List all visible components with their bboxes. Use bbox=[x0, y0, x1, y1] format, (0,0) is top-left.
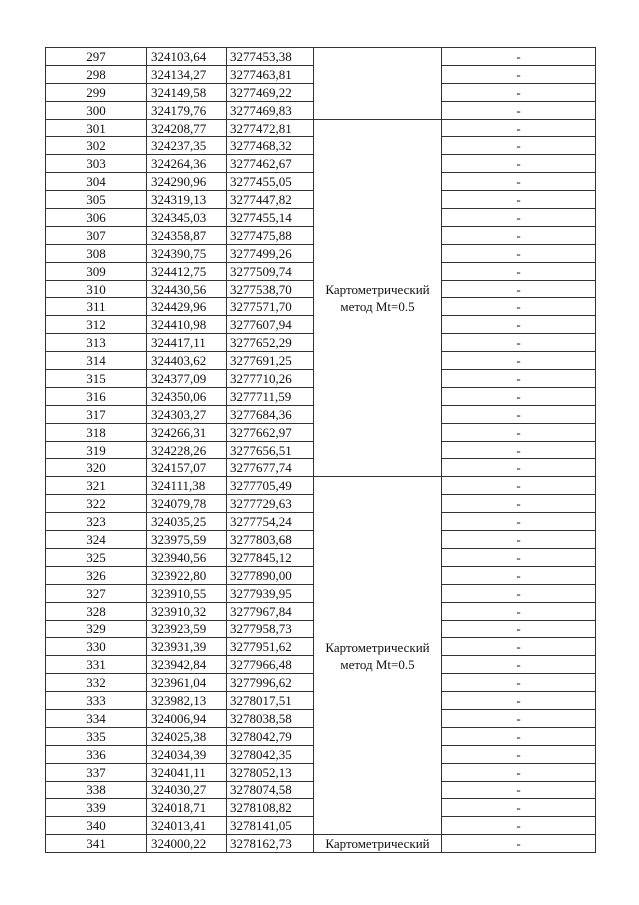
y-coordinate-cell: 3277966,48 bbox=[227, 656, 314, 674]
note-cell: - bbox=[442, 531, 596, 549]
y-coordinate-cell: 3277967,84 bbox=[227, 602, 314, 620]
x-coordinate-cell: 324412,75 bbox=[147, 262, 227, 280]
point-number-cell: 324 bbox=[46, 531, 147, 549]
point-number-cell: 337 bbox=[46, 763, 147, 781]
point-number-cell: 314 bbox=[46, 352, 147, 370]
note-cell: - bbox=[442, 692, 596, 710]
point-number-cell: 338 bbox=[46, 781, 147, 799]
y-coordinate-cell: 3278042,79 bbox=[227, 727, 314, 745]
x-coordinate-cell: 324018,71 bbox=[147, 799, 227, 817]
x-coordinate-cell: 324208,77 bbox=[147, 119, 227, 137]
note-cell: - bbox=[442, 352, 596, 370]
point-number-cell: 298 bbox=[46, 65, 147, 83]
y-coordinate-cell: 3277729,63 bbox=[227, 495, 314, 513]
y-coordinate-cell: 3277571,70 bbox=[227, 298, 314, 316]
note-cell: - bbox=[442, 548, 596, 566]
point-number-cell: 307 bbox=[46, 226, 147, 244]
point-number-cell: 299 bbox=[46, 83, 147, 101]
y-coordinate-cell: 3278038,58 bbox=[227, 709, 314, 727]
x-coordinate-cell: 323940,56 bbox=[147, 548, 227, 566]
point-number-cell: 310 bbox=[46, 280, 147, 298]
point-number-cell: 336 bbox=[46, 745, 147, 763]
note-cell: - bbox=[442, 387, 596, 405]
note-cell: - bbox=[442, 656, 596, 674]
x-coordinate-cell: 324290,96 bbox=[147, 173, 227, 191]
y-coordinate-cell: 3277462,67 bbox=[227, 155, 314, 173]
note-cell: - bbox=[442, 226, 596, 244]
point-number-cell: 332 bbox=[46, 674, 147, 692]
x-coordinate-cell: 324237,35 bbox=[147, 137, 227, 155]
note-cell: - bbox=[442, 495, 596, 513]
note-cell: - bbox=[442, 638, 596, 656]
point-number-cell: 334 bbox=[46, 709, 147, 727]
x-coordinate-cell: 324350,06 bbox=[147, 387, 227, 405]
point-number-cell: 309 bbox=[46, 262, 147, 280]
y-coordinate-cell: 3277691,25 bbox=[227, 352, 314, 370]
x-coordinate-cell: 324041,11 bbox=[147, 763, 227, 781]
x-coordinate-cell: 324358,87 bbox=[147, 226, 227, 244]
note-cell: - bbox=[442, 173, 596, 191]
x-coordinate-cell: 324410,98 bbox=[147, 316, 227, 334]
x-coordinate-cell: 324417,11 bbox=[147, 334, 227, 352]
note-cell: - bbox=[442, 83, 596, 101]
point-number-cell: 320 bbox=[46, 459, 147, 477]
y-coordinate-cell: 3277509,74 bbox=[227, 262, 314, 280]
point-number-cell: 300 bbox=[46, 101, 147, 119]
point-number-cell: 297 bbox=[46, 48, 147, 66]
note-cell: - bbox=[442, 441, 596, 459]
x-coordinate-cell: 324000,22 bbox=[147, 835, 227, 853]
note-cell: - bbox=[442, 602, 596, 620]
point-number-cell: 322 bbox=[46, 495, 147, 513]
point-number-cell: 318 bbox=[46, 423, 147, 441]
x-coordinate-cell: 324303,27 bbox=[147, 405, 227, 423]
note-cell: - bbox=[442, 835, 596, 853]
y-coordinate-cell: 3277472,81 bbox=[227, 119, 314, 137]
note-cell: - bbox=[442, 459, 596, 477]
y-coordinate-cell: 3277469,83 bbox=[227, 101, 314, 119]
note-cell: - bbox=[442, 334, 596, 352]
point-number-cell: 308 bbox=[46, 244, 147, 262]
note-cell: - bbox=[442, 262, 596, 280]
note-cell: - bbox=[442, 65, 596, 83]
point-number-cell: 312 bbox=[46, 316, 147, 334]
point-number-cell: 305 bbox=[46, 191, 147, 209]
x-coordinate-cell: 324134,27 bbox=[147, 65, 227, 83]
x-coordinate-cell: 323982,13 bbox=[147, 692, 227, 710]
method-cell bbox=[314, 48, 442, 120]
point-number-cell: 328 bbox=[46, 602, 147, 620]
note-cell: - bbox=[442, 280, 596, 298]
x-coordinate-cell: 324319,13 bbox=[147, 191, 227, 209]
point-number-cell: 304 bbox=[46, 173, 147, 191]
point-number-cell: 326 bbox=[46, 566, 147, 584]
coordinates-table-body bbox=[46, 48, 596, 853]
table-row bbox=[46, 835, 596, 853]
note-cell: - bbox=[442, 423, 596, 441]
point-number-cell: 335 bbox=[46, 727, 147, 745]
y-coordinate-cell: 3277890,00 bbox=[227, 566, 314, 584]
note-cell: - bbox=[442, 513, 596, 531]
note-cell: - bbox=[442, 370, 596, 388]
x-coordinate-cell: 323910,32 bbox=[147, 602, 227, 620]
x-coordinate-cell: 324390,75 bbox=[147, 244, 227, 262]
x-coordinate-cell: 324025,38 bbox=[147, 727, 227, 745]
point-number-cell: 301 bbox=[46, 119, 147, 137]
point-number-cell: 321 bbox=[46, 477, 147, 495]
method-line-1: Картометрический bbox=[325, 281, 430, 297]
note-cell: - bbox=[442, 674, 596, 692]
x-coordinate-cell: 324377,09 bbox=[147, 370, 227, 388]
x-coordinate-cell: 323942,84 bbox=[147, 656, 227, 674]
point-number-cell: 315 bbox=[46, 370, 147, 388]
x-coordinate-cell: 324034,39 bbox=[147, 745, 227, 763]
point-number-cell: 306 bbox=[46, 209, 147, 227]
note-cell: - bbox=[442, 48, 596, 66]
table-row bbox=[46, 119, 596, 137]
y-coordinate-cell: 3277677,74 bbox=[227, 459, 314, 477]
point-number-cell: 340 bbox=[46, 817, 147, 835]
y-coordinate-cell: 3277455,14 bbox=[227, 209, 314, 227]
point-number-cell: 331 bbox=[46, 656, 147, 674]
note-cell: - bbox=[442, 244, 596, 262]
point-number-cell: 323 bbox=[46, 513, 147, 531]
y-coordinate-cell: 3277803,68 bbox=[227, 531, 314, 549]
x-coordinate-cell: 323931,39 bbox=[147, 638, 227, 656]
x-coordinate-cell: 324149,58 bbox=[147, 83, 227, 101]
point-number-cell: 317 bbox=[46, 405, 147, 423]
point-number-cell: 311 bbox=[46, 298, 147, 316]
note-cell: - bbox=[442, 727, 596, 745]
point-number-cell: 341 bbox=[46, 835, 147, 853]
y-coordinate-cell: 3277845,12 bbox=[227, 548, 314, 566]
note-cell: - bbox=[442, 584, 596, 602]
point-number-cell: 325 bbox=[46, 548, 147, 566]
x-coordinate-cell: 324035,25 bbox=[147, 513, 227, 531]
y-coordinate-cell: 3277455,05 bbox=[227, 173, 314, 191]
x-coordinate-cell: 324013,41 bbox=[147, 817, 227, 835]
note-cell: - bbox=[442, 405, 596, 423]
note-cell: - bbox=[442, 620, 596, 638]
x-coordinate-cell: 324228,26 bbox=[147, 441, 227, 459]
note-cell: - bbox=[442, 209, 596, 227]
y-coordinate-cell: 3277453,38 bbox=[227, 48, 314, 66]
note-cell: - bbox=[442, 781, 596, 799]
x-coordinate-cell: 324030,27 bbox=[147, 781, 227, 799]
x-coordinate-cell: 324179,76 bbox=[147, 101, 227, 119]
y-coordinate-cell: 3277468,32 bbox=[227, 137, 314, 155]
x-coordinate-cell: 324429,96 bbox=[147, 298, 227, 316]
method-cell bbox=[314, 119, 442, 477]
x-coordinate-cell: 324157,07 bbox=[147, 459, 227, 477]
note-cell: - bbox=[442, 745, 596, 763]
note-cell: - bbox=[442, 155, 596, 173]
note-cell: - bbox=[442, 477, 596, 495]
x-coordinate-cell: 324006,94 bbox=[147, 709, 227, 727]
point-number-cell: 303 bbox=[46, 155, 147, 173]
y-coordinate-cell: 3277499,26 bbox=[227, 244, 314, 262]
table-row bbox=[46, 48, 596, 66]
point-number-cell: 333 bbox=[46, 692, 147, 710]
x-coordinate-cell: 323910,55 bbox=[147, 584, 227, 602]
x-coordinate-cell: 324266,31 bbox=[147, 423, 227, 441]
note-cell: - bbox=[442, 316, 596, 334]
note-cell: - bbox=[442, 817, 596, 835]
x-coordinate-cell: 324430,56 bbox=[147, 280, 227, 298]
y-coordinate-cell: 3277705,49 bbox=[227, 477, 314, 495]
x-coordinate-cell: 324103,64 bbox=[147, 48, 227, 66]
point-number-cell: 316 bbox=[46, 387, 147, 405]
y-coordinate-cell: 3277996,62 bbox=[227, 674, 314, 692]
note-cell: - bbox=[442, 709, 596, 727]
y-coordinate-cell: 3277958,73 bbox=[227, 620, 314, 638]
point-number-cell: 330 bbox=[46, 638, 147, 656]
x-coordinate-cell: 323975,59 bbox=[147, 531, 227, 549]
point-number-cell: 327 bbox=[46, 584, 147, 602]
x-coordinate-cell: 323923,59 bbox=[147, 620, 227, 638]
y-coordinate-cell: 3277662,97 bbox=[227, 423, 314, 441]
y-coordinate-cell: 3277463,81 bbox=[227, 65, 314, 83]
note-cell: - bbox=[442, 119, 596, 137]
method-line-1: Картометрический bbox=[325, 639, 430, 655]
y-coordinate-cell: 3277475,88 bbox=[227, 226, 314, 244]
point-number-cell: 329 bbox=[46, 620, 147, 638]
y-coordinate-cell: 3277939,95 bbox=[227, 584, 314, 602]
y-coordinate-cell: 3277607,94 bbox=[227, 316, 314, 334]
x-coordinate-cell: 324264,36 bbox=[147, 155, 227, 173]
x-coordinate-cell: 323961,04 bbox=[147, 674, 227, 692]
y-coordinate-cell: 3278141,05 bbox=[227, 817, 314, 835]
y-coordinate-cell: 3278052,13 bbox=[227, 763, 314, 781]
y-coordinate-cell: 3278074,58 bbox=[227, 781, 314, 799]
y-coordinate-cell: 3278162,73 bbox=[227, 835, 314, 853]
x-coordinate-cell: 324403,62 bbox=[147, 352, 227, 370]
y-coordinate-cell: 3278108,82 bbox=[227, 799, 314, 817]
method-line-1: Картометрический bbox=[325, 836, 430, 852]
point-number-cell: 302 bbox=[46, 137, 147, 155]
y-coordinate-cell: 3277652,29 bbox=[227, 334, 314, 352]
method-line-2: метод Mt=0.5 bbox=[340, 656, 415, 672]
y-coordinate-cell: 3277538,70 bbox=[227, 280, 314, 298]
method-cell bbox=[314, 835, 442, 853]
note-cell: - bbox=[442, 298, 596, 316]
note-cell: - bbox=[442, 101, 596, 119]
y-coordinate-cell: 3277710,26 bbox=[227, 370, 314, 388]
x-coordinate-cell: 324079,78 bbox=[147, 495, 227, 513]
point-number-cell: 313 bbox=[46, 334, 147, 352]
table-row bbox=[46, 477, 596, 495]
y-coordinate-cell: 3277684,36 bbox=[227, 405, 314, 423]
point-number-cell: 319 bbox=[46, 441, 147, 459]
y-coordinate-cell: 3277656,51 bbox=[227, 441, 314, 459]
y-coordinate-cell: 3277469,22 bbox=[227, 83, 314, 101]
note-cell: - bbox=[442, 191, 596, 209]
note-cell: - bbox=[442, 763, 596, 781]
x-coordinate-cell: 324111,38 bbox=[147, 477, 227, 495]
y-coordinate-cell: 3277447,82 bbox=[227, 191, 314, 209]
y-coordinate-cell: 3277711,59 bbox=[227, 387, 314, 405]
y-coordinate-cell: 3278042,35 bbox=[227, 745, 314, 763]
y-coordinate-cell: 3277951,62 bbox=[227, 638, 314, 656]
x-coordinate-cell: 324345,03 bbox=[147, 209, 227, 227]
note-cell: - bbox=[442, 799, 596, 817]
y-coordinate-cell: 3278017,51 bbox=[227, 692, 314, 710]
note-cell: - bbox=[442, 137, 596, 155]
coordinates-table bbox=[45, 47, 596, 853]
y-coordinate-cell: 3277754,24 bbox=[227, 513, 314, 531]
point-number-cell: 339 bbox=[46, 799, 147, 817]
x-coordinate-cell: 323922,80 bbox=[147, 566, 227, 584]
method-line-2: метод Mt=0.5 bbox=[340, 298, 415, 314]
note-cell: - bbox=[442, 566, 596, 584]
method-cell bbox=[314, 477, 442, 835]
